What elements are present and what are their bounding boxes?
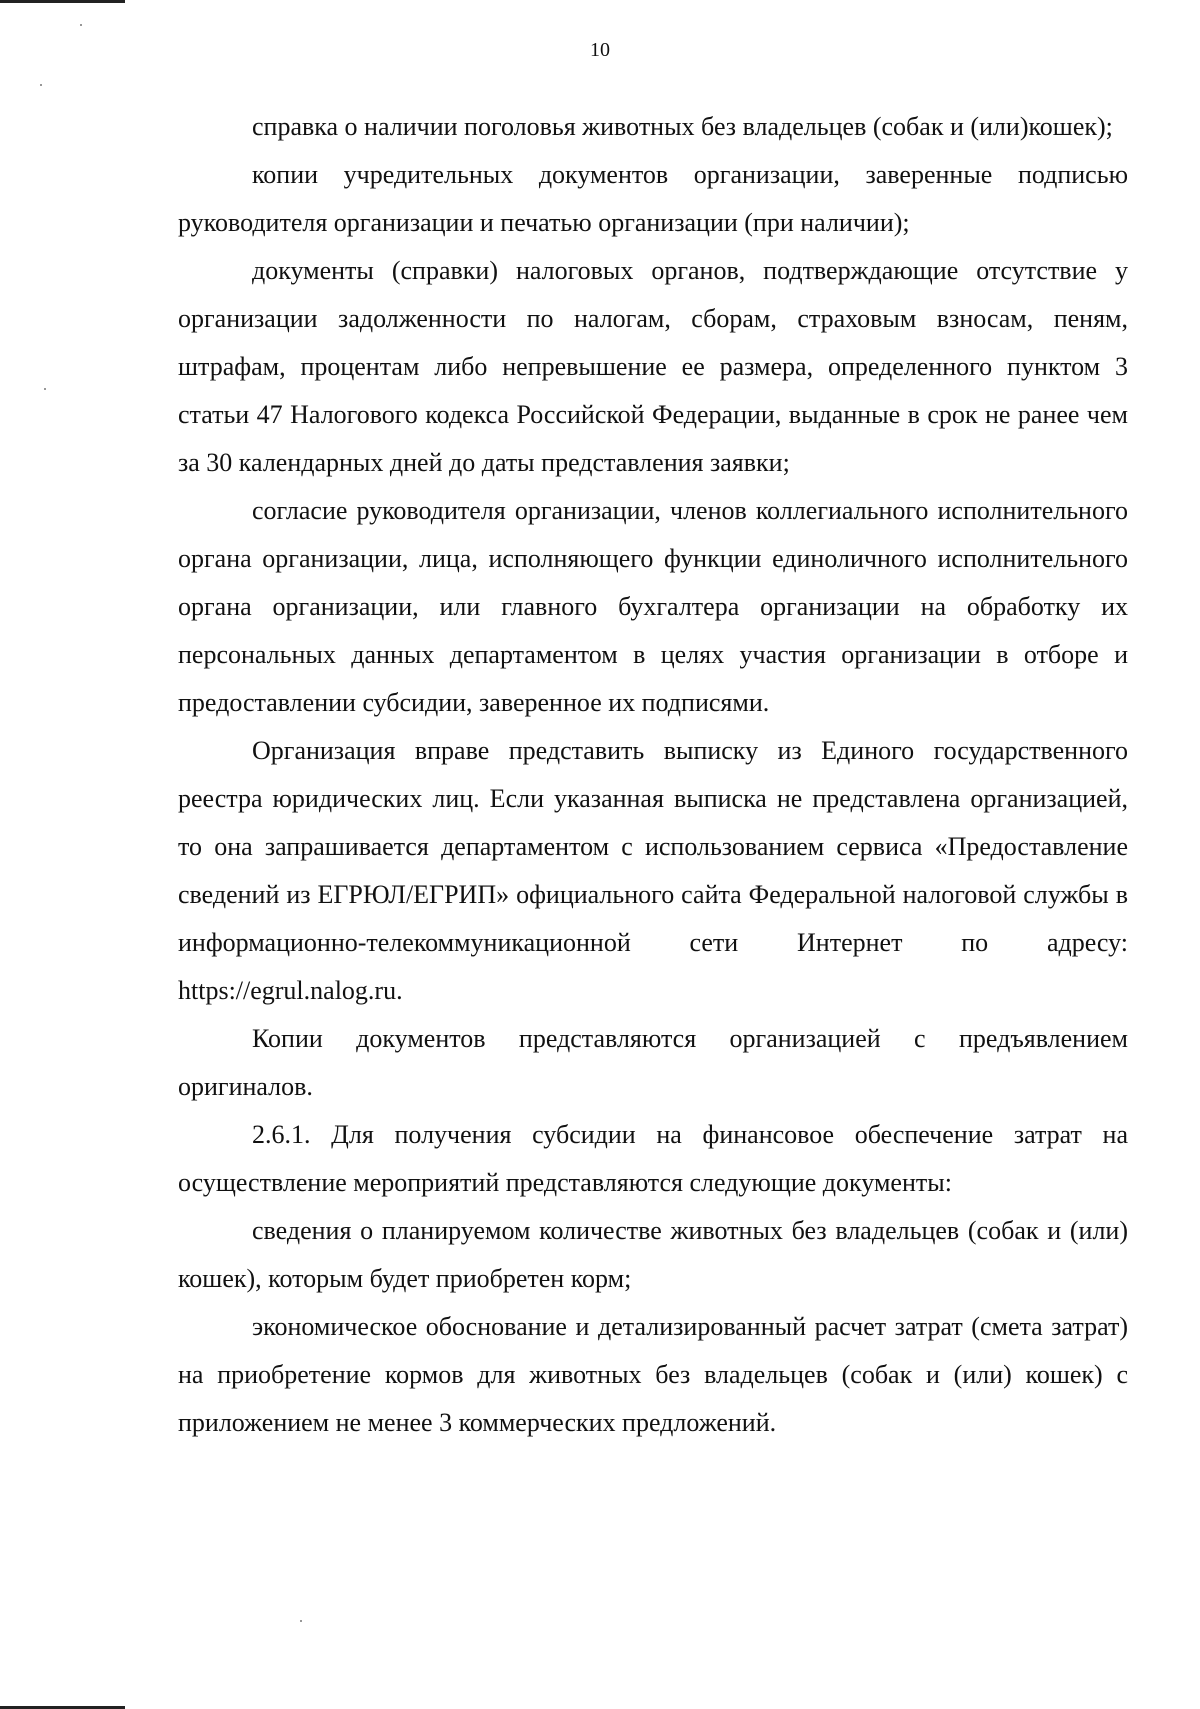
paragraph-founding-documents: копии учредительных документов организации, заверенные подписью руководителя организации и печатью организации (при наличии); [178,160,1128,237]
paragraph-copies-originals: Копии документов представляются организацией с предъявлением оригиналов. [178,1024,1128,1101]
scan-edge-top [0,0,125,3]
page-number: 10 [590,39,610,61]
scan-speck [44,388,46,390]
document-body [178,103,1128,1447]
scan-speck [40,84,42,86]
paragraph-section-2-6-1: 2.6.1. Для получения субсидии на финансовое обеспечение затрат на осуществление мероприятий представляются следующие документы: [178,1120,1128,1197]
paragraph-animal-count-info: сведения о планируемом количестве животных без владельцев (собак и (или) кошек), которым будет приобретен корм; [178,1216,1128,1293]
scan-speck [80,24,82,26]
paragraph-tax-certificates: документы (справки) налоговых органов, подтверждающие отсутствие у организации задолженности по налогам, сборам, страховым взносам, пеням, штрафам, процентам либо непревышение ее размера, определенного пунктом 3 статьи 47 Налогового кодекса Российской Федерации, выданные в срок не ранее чем за 30 календарных дней до даты представления заявки; [178,256,1128,477]
paragraph-egrul-extract: Организация вправе представить выписку из Единого государственного реестра юридических лиц. Если указанная выписка не представлена организацией, то она запрашивается департаментом с использованием сервиса «Предоставление сведений из ЕГРЮЛ/ЕГРИП» официального сайта Федеральной налоговой службы в информационно-телекоммуникационной сети Интернет по адресу: https://egrul.nalog.ru. [178,736,1128,1005]
paragraph-cost-estimate: экономическое обоснование и детализированный расчет затрат (смета затрат) на приобретение кормов для животных без владельцев (собак и (или) кошек) с приложением не менее 3 коммерческих предложений. [178,1312,1128,1437]
paragraph-personal-data-consent: согласие руководителя организации, членов коллегиального исполнительного органа организации, лица, исполняющего функции единоличного исполнительного органа организации, или главного бухгалтера организации на обработку их персональных данных департаментом в целях участия организации в отборе и предоставлении субсидии, заверенное их подписями. [178,496,1128,717]
scan-speck [300,1620,302,1622]
paragraph-livestock-certificate: справка о наличии поголовья животных без владельцев (собак и (или)кошек); [252,112,1113,141]
